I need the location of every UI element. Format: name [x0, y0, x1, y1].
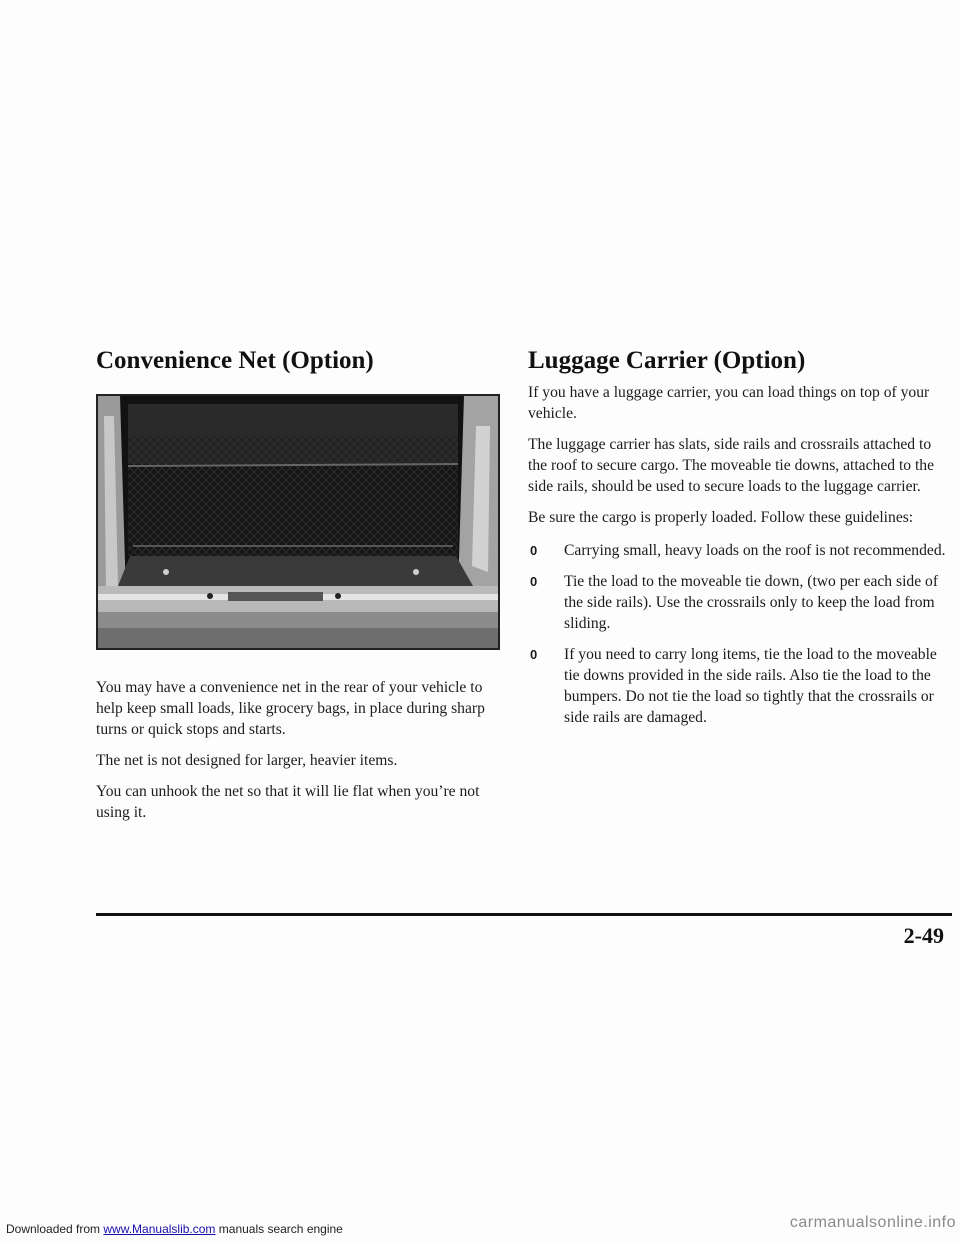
cargo-area-photo: [96, 394, 500, 650]
download-footer: [6, 1222, 343, 1236]
site-watermark: carmanualsonline.info: [789, 1214, 956, 1231]
net-paragraph-3: You can unhook the net so that it will lie flat when you’re not using it.: [96, 783, 480, 821]
footer-prefix: Downloaded from: [6, 1222, 104, 1236]
footer-rule: [96, 913, 952, 916]
guidelines-list: [528, 540, 948, 728]
list-item-text: If you need to carry long items, tie the load to the moveable tie downs provided in the side rails. Also tie the load to the bumpers. Do not tie the load so tightly that the crossrails or side rails are damaged.: [564, 646, 937, 726]
luggage-carrier-heading: Luggage Carrier (Option): [528, 347, 806, 374]
bullet-marker: 0: [530, 574, 538, 589]
bullet-marker: 0: [530, 647, 538, 662]
list-item: [528, 644, 948, 728]
carrier-paragraph-2: The luggage carrier has slats, side rails and crossrails attached to the roof to secure cargo. The moveable tie downs, attached to the side rails, should be used to secure loads to the luggage carrier.: [528, 436, 935, 495]
carrier-paragraph-1: If you have a luggage carrier, you can load things on top of your vehicle.: [528, 384, 930, 422]
bullet-marker: 0: [530, 543, 538, 558]
footer-suffix: manuals search engine: [215, 1222, 343, 1236]
page-number: 2-49: [903, 923, 944, 948]
carrier-paragraph-3: Be sure the cargo is properly loaded. Follow these guidelines:: [528, 509, 914, 526]
list-item: [528, 540, 948, 561]
list-item-text: Tie the load to the moveable tie down, (two per each side of the side rails). Use the crossrails only to keep the load from sliding.: [564, 573, 939, 632]
list-item-text: Carrying small, heavy loads on the roof is not recommended.: [564, 542, 946, 559]
luggage-carrier-section: [528, 346, 948, 738]
convenience-net-heading: Convenience Net (Option): [96, 347, 374, 374]
convenience-net-section: [96, 346, 500, 823]
net-paragraph-1: You may have a convenience net in the rear of your vehicle to help keep small loads, like grocery bags, in place during sharp turns or quick stops and starts.: [96, 679, 485, 738]
net-paragraph-2: The net is not designed for larger, heavier items.: [96, 752, 398, 769]
manualslib-link[interactable]: www.Manualslib.com: [103, 1222, 216, 1236]
list-item: [528, 571, 948, 634]
